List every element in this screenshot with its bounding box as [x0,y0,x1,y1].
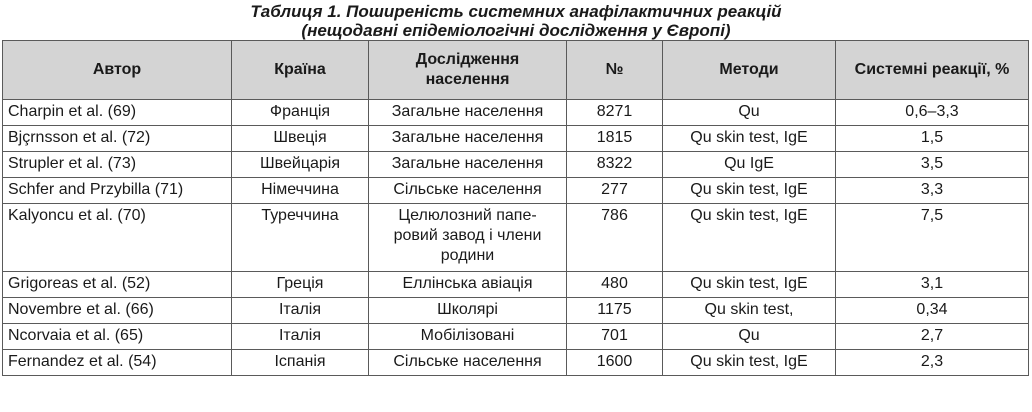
table-row [3,100,1029,126]
cell-reactions: 3,5 [836,152,1029,178]
cell-population: Еллінська авіація [369,272,567,298]
cell-reactions: 7,5 [836,204,1029,272]
cell-author: Charpin et al. (69) [3,100,232,126]
cell-population: Загальне населення [369,126,567,152]
prevalence-table [2,40,1029,376]
cell-author: Ncorvaia et al. (65) [3,324,232,350]
cell-reactions: 2,3 [836,350,1029,376]
cell-author: Kalyoncu et al. (70) [3,204,232,272]
table-row [3,298,1029,324]
table-row [3,178,1029,204]
header-number: № [567,41,663,100]
caption-title: Таблиця 1. Поширеність системних анафілактичних реакцій [250,2,782,21]
cell-methods: Qu skin test, [663,298,836,324]
cell-country: Греція [232,272,369,298]
table-row [3,350,1029,376]
header-population: Дослідження населення [369,41,567,100]
table-row [3,204,1029,272]
caption-subtitle: (нещодавні епідеміологічні дослідження у Європі) [301,21,731,40]
cell-methods: Qu [663,100,836,126]
cell-author: Grigoreas et al. (52) [3,272,232,298]
cell-country: Швейцарія [232,152,369,178]
cell-number: 277 [567,178,663,204]
cell-methods: Qu [663,324,836,350]
cell-number: 701 [567,324,663,350]
cell-country: Франція [232,100,369,126]
cell-author: Fernandez et al. (54) [3,350,232,376]
cell-country: Іспанія [232,350,369,376]
cell-methods: Qu skin test, IgE [663,272,836,298]
cell-reactions: 1,5 [836,126,1029,152]
header-author: Автор [3,41,232,100]
cell-author: Novembre et al. (66) [3,298,232,324]
cell-country: Швеція [232,126,369,152]
cell-population: Сільське населення [369,350,567,376]
cell-number: 8271 [567,100,663,126]
cell-methods: Qu skin test, IgE [663,178,836,204]
table-row [3,126,1029,152]
table-row [3,272,1029,298]
cell-methods: Qu skin test, IgE [663,126,836,152]
cell-number: 1815 [567,126,663,152]
cell-population: Школярі [369,298,567,324]
header-country: Країна [232,41,369,100]
cell-methods: Qu skin test, IgE [663,350,836,376]
cell-number: 1175 [567,298,663,324]
cell-country: Туреччина [232,204,369,272]
cell-methods: Qu skin test, IgE [663,204,836,272]
header-reactions: Системні реакції, % [836,41,1029,100]
cell-reactions: 0,6–3,3 [836,100,1029,126]
cell-country: Німеччина [232,178,369,204]
header-methods: Методи [663,41,836,100]
cell-country: Італія [232,298,369,324]
table-row [3,324,1029,350]
cell-country: Італія [232,324,369,350]
cell-population: Загальне населення [369,152,567,178]
cell-population: Сільське населення [369,178,567,204]
table-header-row [3,41,1029,100]
cell-number: 786 [567,204,663,272]
cell-reactions: 3,1 [836,272,1029,298]
cell-number: 480 [567,272,663,298]
cell-number: 1600 [567,350,663,376]
cell-author: Bjçrnsson et al. (72) [3,126,232,152]
cell-population: Загальне населення [369,100,567,126]
cell-methods: Qu IgE [663,152,836,178]
cell-population: Целюлозний папе-ровий завод і члени родини [369,204,567,272]
cell-number: 8322 [567,152,663,178]
table-caption [0,0,1032,40]
cell-author: Schfer and Przybilla (71) [3,178,232,204]
table-row [3,152,1029,178]
cell-population: Мобілізовані [369,324,567,350]
cell-reactions: 3,3 [836,178,1029,204]
cell-author: Strupler et al. (73) [3,152,232,178]
cell-reactions: 0,34 [836,298,1029,324]
cell-reactions: 2,7 [836,324,1029,350]
